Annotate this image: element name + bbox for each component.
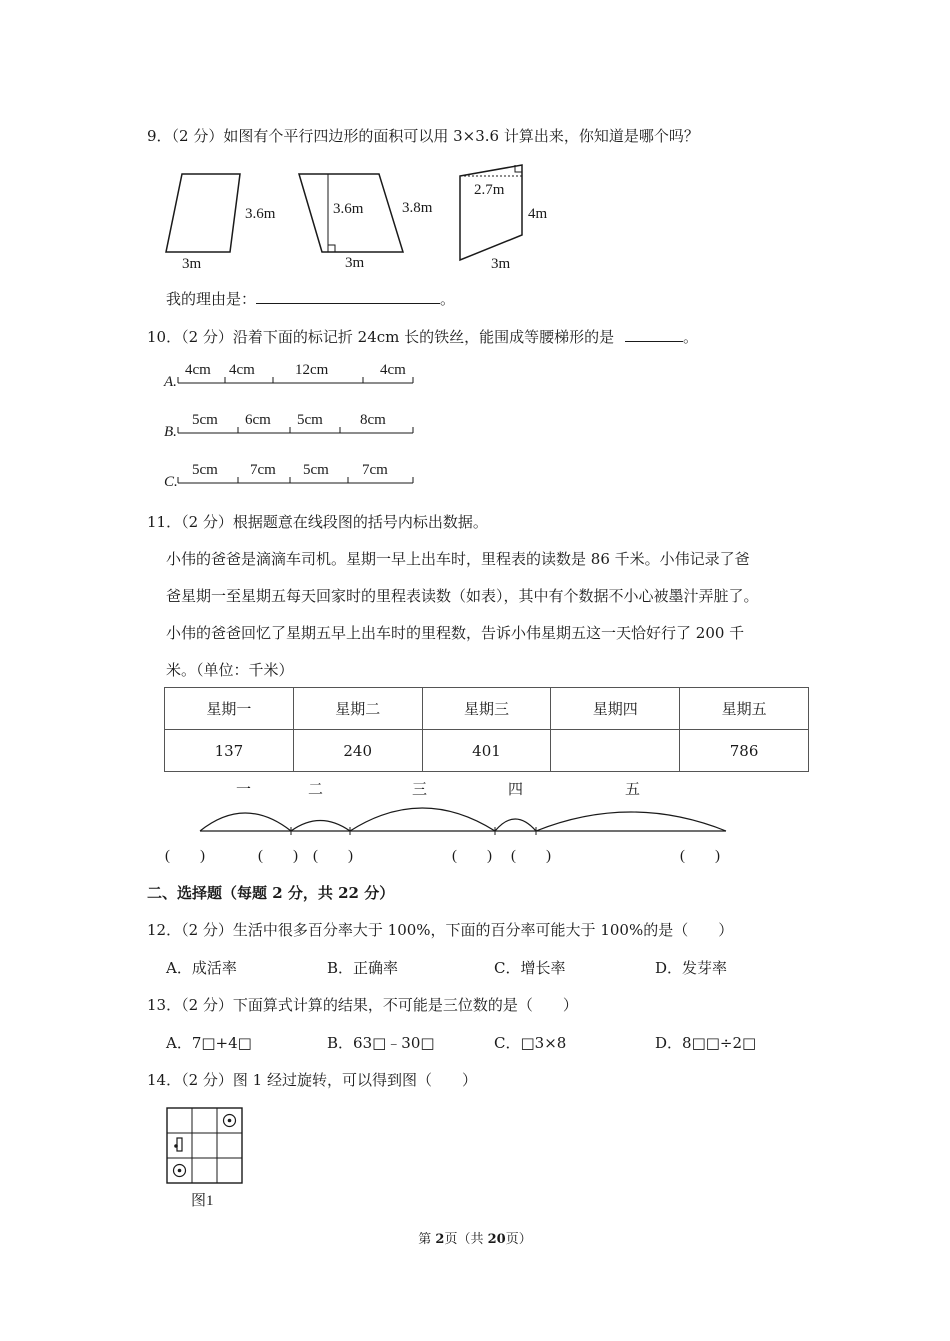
q10-b-seg: 8cm: [360, 412, 386, 428]
q11-stem: 11．（2 分）根据题意在线段图的括号内标出数据。: [147, 513, 488, 531]
fig2-height-label: 3.6m: [333, 201, 364, 217]
answer-bracket[interactable]: ( ): [680, 848, 720, 864]
q10-wire-options: [160, 355, 430, 495]
q10-a-seg: 4cm: [380, 362, 406, 378]
day-label: 四: [508, 782, 524, 798]
flag-shape-icon: [177, 1138, 182, 1151]
target-dot-icon: [228, 1119, 232, 1123]
answer-bracket[interactable]: ( ): [165, 848, 205, 864]
table-cell: 401: [422, 730, 551, 772]
footer-mid: 页（共: [444, 1232, 488, 1247]
table-cell: 786: [680, 730, 809, 772]
table-header-cell: 星期一: [165, 688, 294, 730]
day-label: 五: [625, 782, 641, 798]
parallelogram-1: [166, 174, 240, 252]
q10-a-seg: 12cm: [295, 362, 329, 378]
table-value-row: [165, 730, 809, 772]
q10-c-seg: 5cm: [303, 462, 329, 478]
q10-a-seg: 4cm: [185, 362, 211, 378]
day-label: 一: [236, 782, 252, 798]
q11-paragraph-line: 小伟的爸爸回忆了星期五早上出车时的里程数，告诉小伟星期五这一天恰好行了 200 千: [166, 624, 745, 642]
fig3-side-label: 4m: [528, 206, 548, 222]
q9-answer-blank[interactable]: [256, 289, 440, 304]
q10-option-a-letter: A.: [164, 374, 177, 390]
flag-dot-icon: [174, 1144, 178, 1148]
target-dot-icon: [178, 1169, 182, 1173]
table-header-row: [165, 688, 809, 730]
fig3-top-label: 2.7m: [474, 182, 505, 198]
day-label: 二: [308, 782, 324, 798]
q13-option-a[interactable]: A．7□+4□: [166, 1034, 252, 1052]
q11-segment-diagram: [160, 775, 780, 870]
fig1-base-label: 3m: [182, 256, 202, 272]
footer-suffix: 页）: [505, 1232, 532, 1247]
q9-reason-prefix: 我的理由是：: [166, 290, 257, 308]
q10-option-c-letter: C.: [164, 474, 178, 490]
table-header-cell: 星期三: [422, 688, 551, 730]
page-footer: [0, 1228, 950, 1247]
q11-odometer-table: [164, 687, 809, 772]
q11-paragraph-line: 米。（单位：千米）: [166, 661, 294, 679]
q12-option-a[interactable]: A．成活率: [166, 959, 237, 977]
q10-b-seg: 5cm: [192, 412, 218, 428]
fig2-side-label: 3.8m: [402, 200, 433, 216]
footer-prefix: 第: [418, 1232, 436, 1247]
q11-paragraph-line: 爸星期一至星期五每天回家时的里程表读数（如表），其中有个数据不小心被墨汁弄脏了。: [166, 587, 759, 605]
fig2-right-angle: [328, 245, 335, 252]
q12-option-c[interactable]: C．增长率: [494, 959, 566, 977]
arc-friday: [536, 812, 726, 831]
q10-stem-line: [147, 326, 698, 347]
q13-option-c[interactable]: C．□3×8: [494, 1034, 567, 1052]
answer-bracket[interactable]: ( ): [511, 848, 551, 864]
q9-reason-suffix: 。: [440, 290, 456, 308]
q13-stem: 13．（2 分）下面算式计算的结果，不可能是三位数的是（ ）: [147, 996, 578, 1014]
q10-a-seg: 4cm: [229, 362, 255, 378]
arc-tuesday: [291, 821, 350, 832]
q9-stem: 9．（2 分）如图有个平行四边形的面积可以用 3×3.6 计算出来，你知道是哪个吗？: [147, 127, 699, 145]
footer-page-number: 2: [435, 1232, 445, 1247]
q10-b-seg: 5cm: [297, 412, 323, 428]
table-cell-blank: [551, 730, 680, 772]
answer-bracket[interactable]: ( ): [258, 848, 298, 864]
fig1-height-label: 3.6m: [245, 206, 276, 222]
q14-stem: 14．（2 分）图 1 经过旋转，可以得到图（ ）: [147, 1071, 477, 1089]
table-header-cell: 星期四: [551, 688, 680, 730]
arc-wednesday: [350, 808, 495, 831]
fig3-base-label: 3m: [491, 256, 511, 272]
q12-option-d[interactable]: D．发芽率: [655, 959, 728, 977]
arc-monday: [200, 813, 291, 831]
q11-paragraph-line: 小伟的爸爸是滴滴车司机。星期一早上出车时，里程表的读数是 86 千米。小伟记录了爸: [166, 550, 750, 568]
q12-stem: 12．（2 分）生活中很多百分率大于 100%，下面的百分率可能大于 100%的是（ ）: [147, 921, 734, 939]
q9-reason-line: [166, 288, 455, 309]
table-cell: 137: [165, 730, 294, 772]
q10-answer-blank[interactable]: [625, 327, 683, 342]
arc-thursday: [495, 819, 536, 831]
answer-bracket[interactable]: ( ): [313, 848, 353, 864]
footer-total-pages: 20: [487, 1232, 506, 1247]
day-label: 三: [412, 782, 428, 798]
q13-option-d[interactable]: D．8□□÷2□: [655, 1034, 757, 1052]
section-title: 二、选择题（每题 2 分，共 22 分）: [147, 884, 395, 902]
answer-bracket[interactable]: ( ): [452, 848, 492, 864]
q10-c-seg: 7cm: [362, 462, 388, 478]
q10-stem: 10．（2 分）沿着下面的标记折 24cm 长的铁丝，能围成等腰梯形的是: [147, 328, 615, 346]
q12-option-b[interactable]: B．正确率: [327, 959, 399, 977]
q9-figures: [160, 160, 548, 275]
table-header-cell: 星期二: [293, 688, 422, 730]
q10-option-b-letter: B.: [164, 424, 177, 440]
q14-figure-1: [163, 1104, 248, 1214]
parallelogram-3: [460, 165, 522, 260]
table-cell: 240: [293, 730, 422, 772]
q10-stem-end: 。: [682, 328, 698, 346]
q10-c-seg: 5cm: [192, 462, 218, 478]
table-header-cell: 星期五: [680, 688, 809, 730]
q10-c-seg: 7cm: [250, 462, 276, 478]
figure-caption: 图1: [191, 1193, 214, 1209]
q10-b-seg: 6cm: [245, 412, 271, 428]
q13-option-b[interactable]: B．63□﹣30□: [327, 1034, 435, 1052]
fig2-base-label: 3m: [345, 255, 365, 271]
